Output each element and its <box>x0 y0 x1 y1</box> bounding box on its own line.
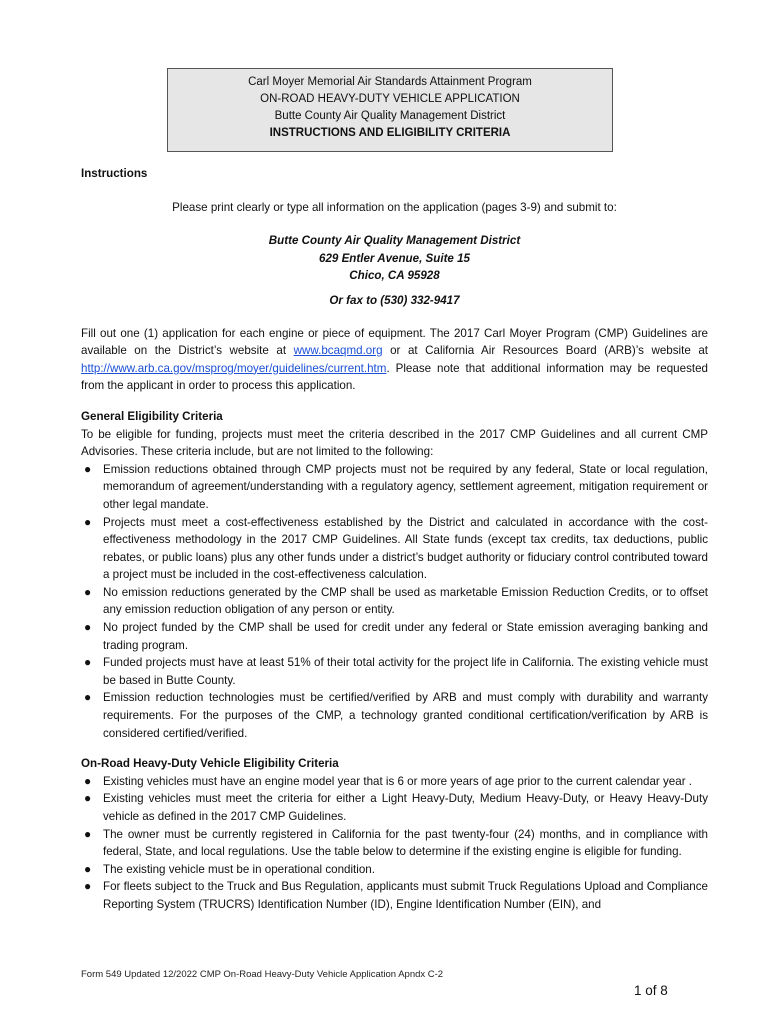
bullet-icon: ● <box>84 773 92 788</box>
bullet-icon: ● <box>84 514 92 529</box>
list-item: ● Funded projects must have at least 51% of their total activity for the project life in California. The existing vehicle must be based in Butte County. <box>84 655 708 687</box>
list-item: ● The owner must be currently registered in California for the past twenty-four (24) months, and in compliance with federal, State, and local regulations. Use the table below to determine if the existing engine is eligible for funding. <box>84 826 708 859</box>
general-criteria-heading: General Eligibility Criteria <box>81 409 223 423</box>
list-item: ● Existing vehicles must meet the criteria for either a Light Heavy-Duty, Medium Heavy-Duty, or Heavy Heavy-Duty vehicle as defined in the 2017 CMP Guidelines. <box>84 791 708 823</box>
guidelines-text-3: . Please note that additional information may be requested from the applicant in order to process this application. <box>81 361 708 393</box>
bullet-icon: ● <box>84 690 92 705</box>
onroad-criteria-heading: On-Road Heavy-Duty Vehicle Eligibility Criteria <box>81 757 339 771</box>
address-street: 629 Entler Avenue, Suite 15 <box>319 251 470 265</box>
list-item: ● The existing vehicle must be in operational condition. <box>81 861 708 879</box>
list-item: ● Projects must meet a cost-effectiveness established by the District and calculated in accordance with the cost-effectiveness methodology in the 2017 CMP Guidelines. All State funds (except tax credits, tax deductions, public rebates, or public loans) plus any other funds under a district’s budget authority or fiduciary control contributed toward a project must be included in the cost-effectiveness calculation. <box>84 514 708 582</box>
bullet-icon: ● <box>84 791 92 806</box>
bullet-icon: ● <box>84 879 92 894</box>
address-org: Butte County Air Quality Management District <box>268 234 521 248</box>
section-title: INSTRUCTIONS AND ELIGIBILITY CRITERIA <box>269 127 511 139</box>
list-item: ● Emission reduction technologies must be certified/verified by ARB and must comply with durability and warranty requirements. For the purposes of the CMP, a technology granted conditional certification/verification by ARB is considered certified/verified. <box>84 690 708 740</box>
document-body <box>81 165 708 914</box>
guidelines-paragraph <box>81 325 708 395</box>
arb-guidelines-link[interactable]: http://www.arb.ca.gov/msprog/moyer/guidelines/current.htm <box>81 361 387 375</box>
fax-line: Or fax to (530) 332-9417 <box>329 293 460 307</box>
bullet-icon: ● <box>84 826 92 841</box>
bullet-icon: ● <box>84 461 92 476</box>
list-item: ● For fleets subject to the Truck and Bus Regulation, applicants must submit Truck Regulations Upload and Compliance Reporting System (TRUCRS) Identification Number (ID), Engine Identification Number (EIN), and <box>84 879 708 911</box>
guidelines-text-1: Fill out one (1) application for each engine or piece of equipment. The 2017 Carl Moyer Program (CMP) Guidelines are available on the District’s website at <box>81 326 708 358</box>
address-city: Chico, CA 95928 <box>349 269 440 283</box>
page-number: 1 of 8 <box>634 983 668 998</box>
guidelines-text-2: or at California Air Resources Board (ARB)’s website at <box>382 344 709 358</box>
list-item: ● No emission reductions generated by the CMP shall be used as marketable Emission Reduction Credits, or to offset any emission reduction obligation of any person or entity. <box>84 584 708 617</box>
title-box <box>167 68 613 152</box>
bullet-icon: ● <box>84 655 92 670</box>
print-instruction: Please print clearly or type all information on the application (pages 3-9) and submit to: <box>172 200 617 214</box>
instructions-heading: Instructions <box>81 167 148 180</box>
onroad-criteria-list <box>81 773 708 914</box>
list-item: ● No project funded by the CMP shall be used for credit under any federal or State emission averaging banking and trading program. <box>84 620 708 652</box>
general-criteria-list <box>81 461 708 743</box>
bullet-icon: ● <box>84 861 92 876</box>
list-item: ● Existing vehicles must have an engine model year that is 6 or more years of age prior to the current calendar year . <box>81 773 708 791</box>
general-criteria-intro: To be eligible for funding, projects must meet the criteria described in the 2017 CMP Guidelines and all current CMP Advisories. These criteria include, but are not limited to the following: <box>81 427 708 459</box>
program-title: Carl Moyer Memorial Air Standards Attainment Program <box>248 76 532 88</box>
bullet-icon: ● <box>84 620 92 635</box>
form-footer: Form 549 Updated 12/2022 CMP On-Road Heavy-Duty Vehicle Application Apndx C-2 <box>81 969 444 980</box>
list-item: ● Emission reductions obtained through CMP projects must not be required by any federal, State or local regulation, memorandum of agreement/understanding with a regulatory agency, settlement agreement, mitigation requirement or other legal mandate. <box>84 461 708 511</box>
application-title: ON-ROAD HEAVY-DUTY VEHICLE APPLICATION <box>260 93 520 105</box>
bullet-icon: ● <box>84 584 92 599</box>
district-name: Butte County Air Quality Management District <box>274 110 506 122</box>
district-website-link[interactable]: www.bcaqmd.org <box>293 344 383 358</box>
